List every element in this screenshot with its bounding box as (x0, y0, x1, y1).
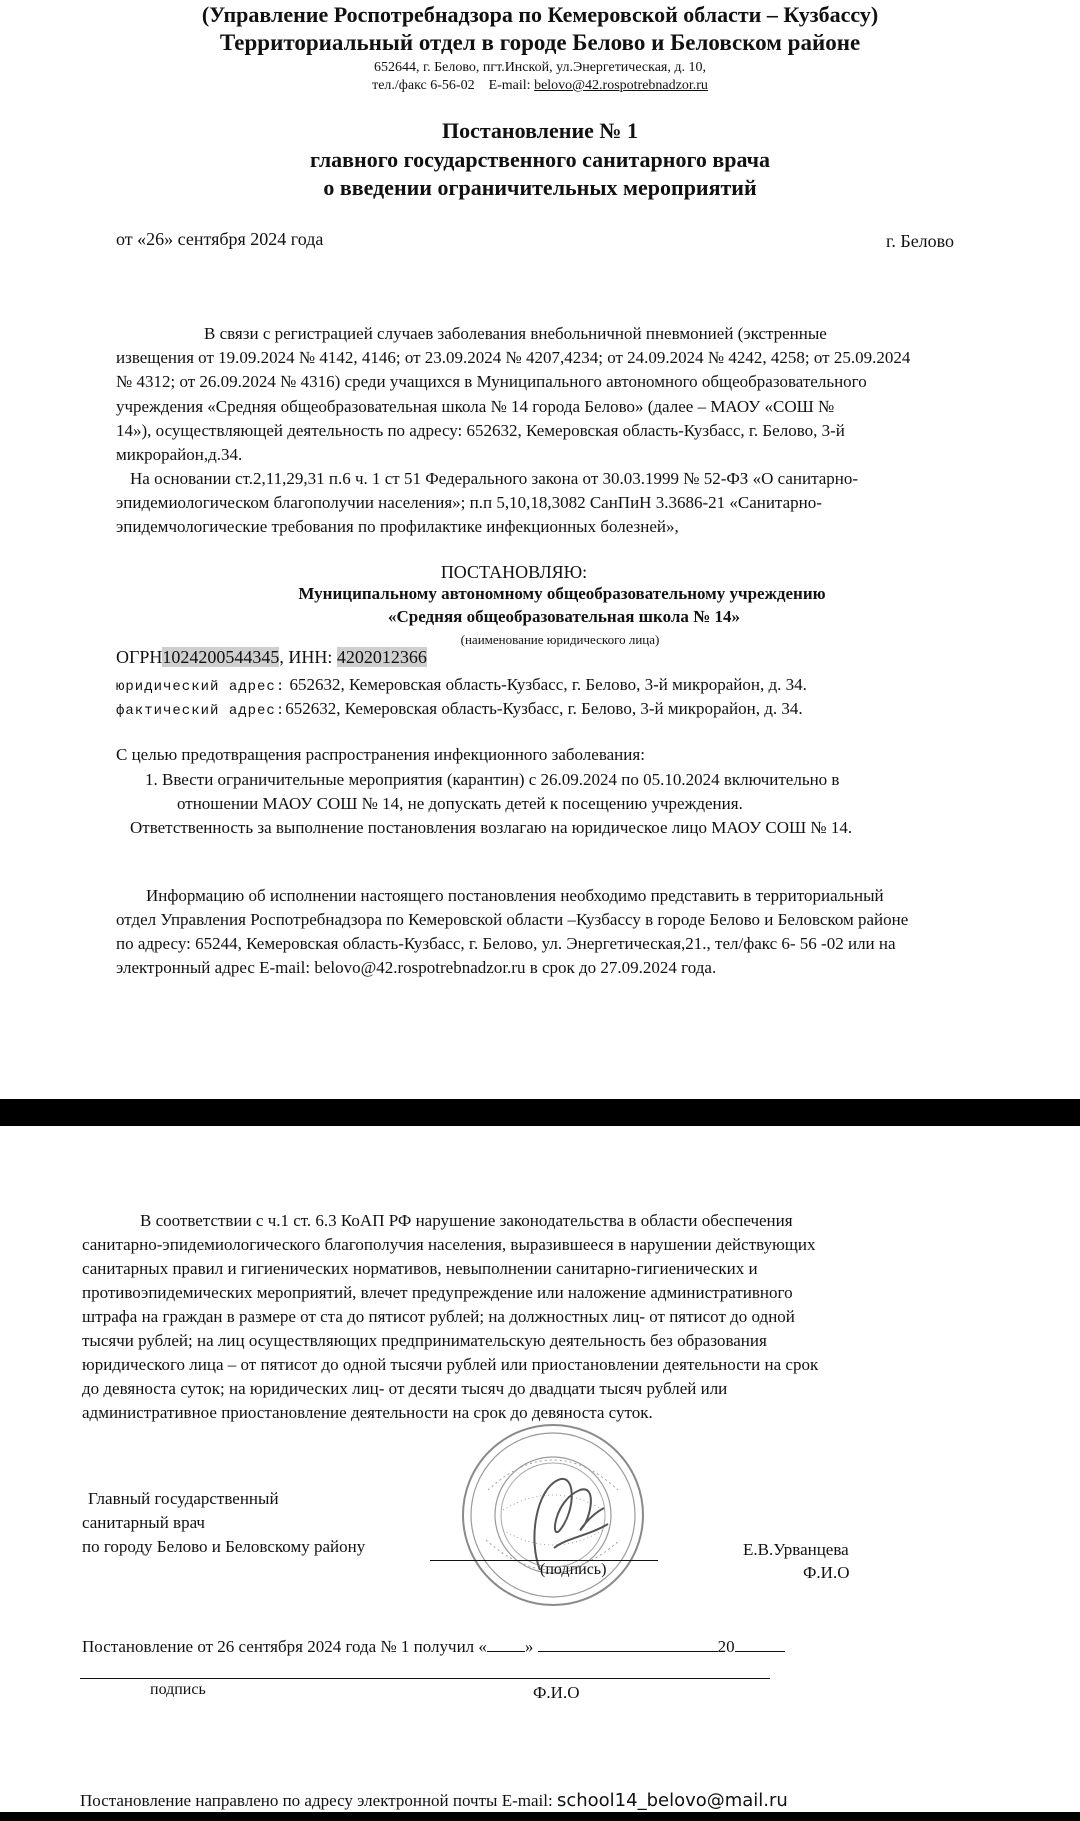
actual-address-line (116, 699, 803, 719)
receipt-day-blank[interactable] (487, 1650, 525, 1652)
liability-line-9: административное приостановление деятельности на срок до девяноста суток. (82, 1403, 653, 1422)
receipt-quote-close: » (524, 1637, 534, 1656)
ogrn-label: ОГРН (116, 647, 163, 667)
actual-address-value: 652632, Кемеровская область-Кузбасс, г. Белово, 3-й микрорайон, д. 34. (285, 699, 803, 718)
org-name-line-1: Муниципальному автономному общеобразовательному учреждению (298, 584, 826, 603)
receipt-month-blank[interactable] (538, 1650, 718, 1652)
title-line-3: о введении ограничительных мероприятий (323, 175, 757, 200)
org-name-line-2: «Средняя общеобразовательная школа № 14» (388, 607, 740, 626)
preamble-line-3: № 4312; от 26.09.2024 № 4316) среди учащихся в Муниципального автономного общеобразовательного (116, 372, 867, 391)
email-label: E-mail: (488, 78, 531, 93)
receipt-year-prefix: 20 (717, 1637, 735, 1656)
legal-basis-line-1: На основании ст.2,11,29,31 п.6 ч. 1 ст 51 Федерального закона от 30.03.1999 № 52-ФЗ «О санитарно- (130, 469, 859, 488)
liability-line-4: противоэпидемических мероприятий, влечет предупреждение или наложение административного (82, 1283, 793, 1302)
inn-value: 4202012366 (336, 647, 427, 667)
legal-basis-line-2: эпидемиологическом благополучии населения»; п.п 5,10,18,3082 СанПиН 3.3686-21 «Санитарно- (116, 493, 822, 512)
report-line-4: электронный адрес E-mail: belovo@42.rospotrebnadzor.ru в срок до 27.09.2024 года. (116, 958, 717, 977)
receipt-line (82, 1637, 785, 1657)
page-gap-band (0, 1099, 1080, 1126)
contact-line (0, 78, 1080, 94)
receipt-sign-caption: подпись (150, 1681, 206, 1698)
signer-position-2: санитарный врач (82, 1513, 205, 1532)
report-line-2: отдел Управления Роспотребнадзора по Кемеровской области –Кузбассу в городе Белово и Беловском районе (116, 910, 909, 929)
document-date: от «26» сентября 2024 года (116, 229, 324, 249)
signer-position-3: по городу Белово и Беловскому району (82, 1537, 366, 1556)
legal-address-label: юридический адрес: (116, 679, 286, 695)
address-line: 652644, г. Белово, пгт.Инской, ул.Энергетическая, д. 10, (373, 60, 706, 75)
preamble-line-1: В связи с регистрацией случаев заболевания внебольничной пневмонией (экстренные (204, 324, 827, 343)
org-name-caption: (наименование юридического лица) (460, 632, 660, 647)
liability-line-5: штрафа на граждан в размере от ста до пятисот рублей; на должностных лиц- от пятисот до одной (82, 1307, 795, 1326)
legal-address-line (116, 675, 807, 695)
signature-caption: (подпись) (540, 1561, 607, 1578)
document-page-2 (0, 1126, 1080, 1812)
resolve-heading: ПОСТАНОВЛЯЮ: (440, 562, 588, 582)
header-email-link[interactable]: belovo@42.rospotrebnadzor.ru (534, 78, 708, 93)
signer-name-caption: Ф.И.О (803, 1563, 850, 1582)
measure-item-1-line-1: 1. Ввести ограничительные мероприятия (карантин) с 26.09.2024 по 05.10.2024 включительно в (145, 770, 840, 789)
bottom-band (0, 1812, 1080, 1821)
signature-scribble (534, 1479, 608, 1570)
agency-line: (Управление Роспотребнадзора по Кемеровской области – Кузбассу) (201, 2, 879, 27)
document-city: г. Белово (886, 231, 955, 251)
measures-intro: С целью предотвращения распространения инфекционного заболевания: (116, 745, 645, 764)
footer-text: Постановление направлено по адресу электронной почты E-mail: (80, 1791, 553, 1810)
inn-label: , ИНН: (279, 647, 337, 667)
report-line-3: по адресу: 65244, Кемеровская область-Кузбасс, г. Белово, ул. Энергетическая,21., тел/факс 6- 56 -02 или на (116, 934, 896, 953)
footer-email-link[interactable]: school14_belovo@mail.ru (556, 1790, 788, 1811)
liability-line-3: санитарных правил и гигиенических нормативов, невыполнении санитарно-гигиенических и (82, 1259, 758, 1278)
receipt-signature-line (80, 1678, 770, 1679)
signer-name: Е.В.Урванцева (743, 1540, 849, 1559)
legal-basis-line-3: эпидемчологические требования по профилактике инфекционных болезней», (116, 517, 679, 536)
liability-line-1: В соответствии с ч.1 ст. 6.3 КоАП РФ нарушение законодательства в области обеспечения (140, 1211, 793, 1230)
liability-line-7: юридического лица – от пятисот до одной тысячи рублей или приостановлении деятельности на срок (82, 1355, 819, 1374)
measure-item-1-line-2: отношении МАОУ СОШ № 14, не допускать детей к посещению учреждения. (177, 794, 743, 813)
actual-address-label: фактический адрес: (116, 703, 286, 719)
preamble-line-4: учреждения «Средняя общеобразовательная школа № 14 города Белово» (далее – МАОУ «СОШ № (116, 397, 835, 416)
phone-label: тел./факс 6-56-02 (372, 78, 475, 93)
preamble-line-6: микрорайон,д.34. (116, 445, 243, 464)
preamble-line-5: 14»), осуществляющей деятельность по адресу: 652632, Кемеровская область-Кузбасс, г. Белово, 3-й (116, 421, 845, 440)
receipt-year-blank[interactable] (735, 1650, 785, 1652)
liability-line-6: тысячи рублей; на лиц осуществляющих предпринимательскую деятельность без образования (82, 1331, 767, 1350)
department-line: Территориальный отдел в городе Белово и Беловском районе (219, 30, 861, 55)
preamble-line-2: извещения от 19.09.2024 № 4142, 4146; от 23.09.2024 № 4207,4234; от 24.09.2024 № 4242, 4258; от 25.09.2024 (116, 348, 911, 367)
receipt-name-caption: Ф.И.О (533, 1683, 580, 1702)
receipt-text: Постановление от 26 сентября 2024 года № 1 получил « (82, 1637, 487, 1656)
title-line-2: главного государственного санитарного врача (309, 147, 771, 172)
title-line-1: Постановление № 1 (441, 118, 638, 143)
responsibility-line: Ответственность за выполнение постановления возлагаю на юридическое лицо МАОУ СОШ № 14. (130, 818, 853, 837)
ogrn-inn-line (116, 647, 427, 668)
report-line-1: Информацию об исполнении настоящего постановления необходимо представить в территориальный (146, 886, 884, 905)
official-seal-stamp (458, 1420, 648, 1610)
ogrn-value: 1024200544345 (162, 647, 280, 667)
footer-line (80, 1790, 788, 1811)
legal-address-value: 652632, Кемеровская область-Кузбасс, г. Белово, 3-й микрорайон, д. 34. (285, 675, 807, 694)
signer-position-1: Главный государственный (88, 1489, 279, 1508)
liability-line-2: санитарно-эпидемиологического благополучия населения, выразившееся в нарушении действующих (82, 1235, 816, 1254)
liability-line-8: до девяноста суток; на юридических лиц- от десяти тысяч до двадцати тысяч рублей или (82, 1379, 728, 1398)
